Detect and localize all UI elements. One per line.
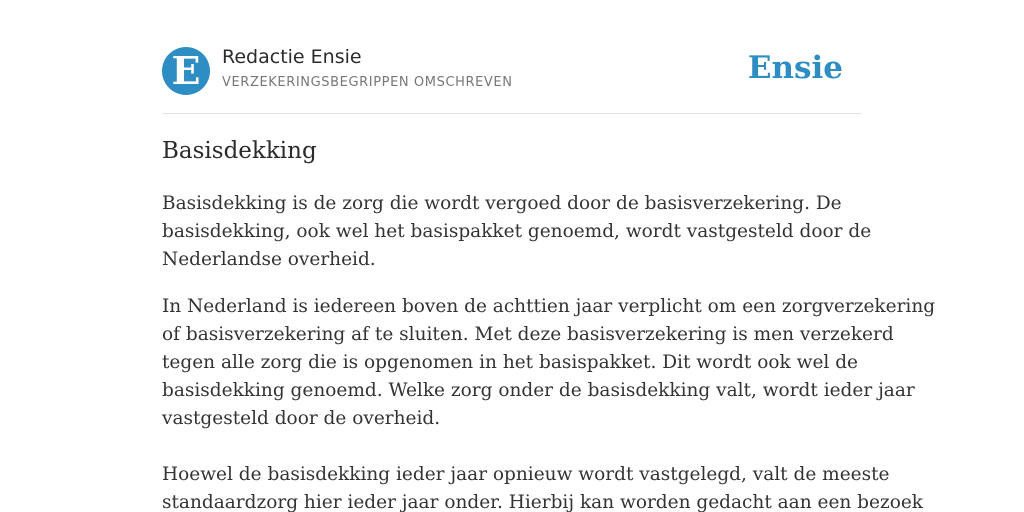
text-line: tegen alle zorg die is opgenomen in het basispakket. Dit wordt ook wel de xyxy=(162,352,858,373)
paragraph-intro xyxy=(162,190,872,274)
article-body xyxy=(162,190,936,512)
text-line: Hoewel de basisdekking ieder jaar opnieuw wordt vastgelegd, valt de meeste xyxy=(162,464,890,485)
text-line: standaardzorg hier ieder jaar onder. Hierbij kan worden gedacht aan een bezoek xyxy=(162,492,924,512)
text-line: of basisverzekering af te sluiten. Met deze basisverzekering is men verzekerd xyxy=(162,324,894,345)
text-line: basisdekking genoemd. Welke zorg onder de basisdekking valt, wordt ieder jaar xyxy=(162,380,915,401)
text-line: basisdekking, ook wel het basispakket genoemd, wordt vastgesteld door de xyxy=(162,221,872,242)
author-name[interactable]: Redactie Ensie xyxy=(222,46,362,68)
author-avatar[interactable]: E xyxy=(162,47,210,95)
paragraph-spacer xyxy=(162,433,868,461)
author-subtitle: VERZEKERINGSBEGRIPPEN OMSCHREVEN xyxy=(222,75,513,90)
text-line: In Nederland is iedereen boven de achttien jaar verplicht om een zorgverzekering xyxy=(162,296,936,317)
article-title: Basisdekking xyxy=(162,138,317,164)
article-header xyxy=(162,46,862,96)
text-line: vastgesteld door de overheid. xyxy=(162,408,441,429)
text-line: Basisdekking is de zorg die wordt vergoed door de basisverzekering. De xyxy=(162,193,842,214)
text-line: Nederlandse overheid. xyxy=(162,249,376,270)
brand-logo[interactable]: Ensie xyxy=(747,50,843,86)
paragraph-body xyxy=(162,293,936,512)
header-divider xyxy=(162,113,862,114)
